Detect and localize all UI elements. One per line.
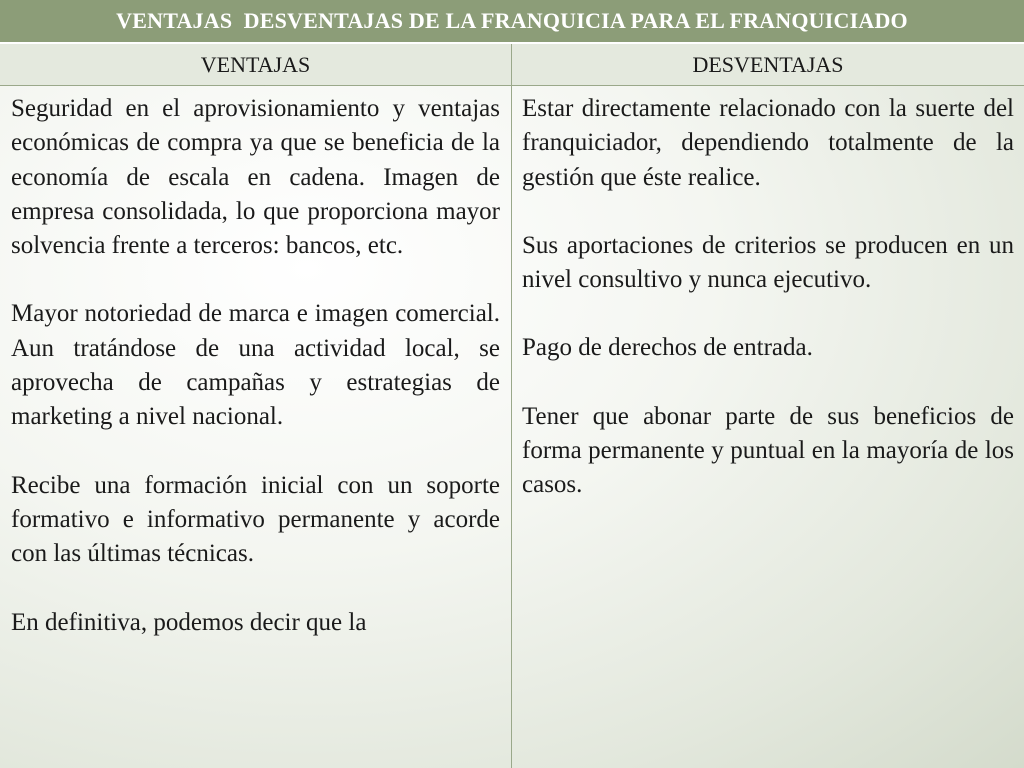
desventaja-paragraph: Tener que abonar parte de sus beneficios de forma permanente y puntual en la mayoría de los casos.: [522, 402, 1014, 499]
desventajas-column: [512, 86, 1024, 768]
slide-title: VENTAJAS DESVENTAJAS DE LA FRANQUICIA PARA EL FRANQUICIADO: [116, 8, 908, 33]
table-body-row: [0, 86, 1024, 768]
header-ventajas: VENTAJAS: [0, 44, 512, 85]
ventaja-paragraph: Mayor notoriedad de marca e imagen comercial. Aun tratándose de una actividad local, se aprovecha de campañas y estrategias de marketing a nivel nacional.: [11, 300, 500, 431]
desventaja-paragraph: Estar directamente relacionado con la suerte del franquiciador, dependiendo totalmente de la gestión que éste realice.: [522, 95, 1014, 191]
ventaja-paragraph: Recibe una formación inicial con un soporte formativo e informativo permanente y acorde con las últimas técnicas.: [11, 471, 500, 568]
ventaja-paragraph: Seguridad en el aprovisionamiento y ventajas económicas de compra ya que se beneficia de la economía de escala en cadena. Imagen de empresa consolidada, lo que proporciona mayor solvencia frente a terceros: bancos, etc.: [11, 95, 500, 260]
ventaja-paragraph: En definitiva, podemos decir que la: [11, 608, 367, 636]
title-bar: [0, 0, 1024, 44]
desventaja-paragraph: Pago de derechos de entrada.: [522, 334, 813, 362]
ventajas-column: [0, 86, 512, 768]
table-header-row: [0, 44, 1024, 86]
desventaja-paragraph: Sus aportaciones de criterios se producen en un nivel consultivo y nunca ejecutivo.: [522, 231, 1014, 294]
header-desventajas: DESVENTAJAS: [692, 51, 844, 77]
